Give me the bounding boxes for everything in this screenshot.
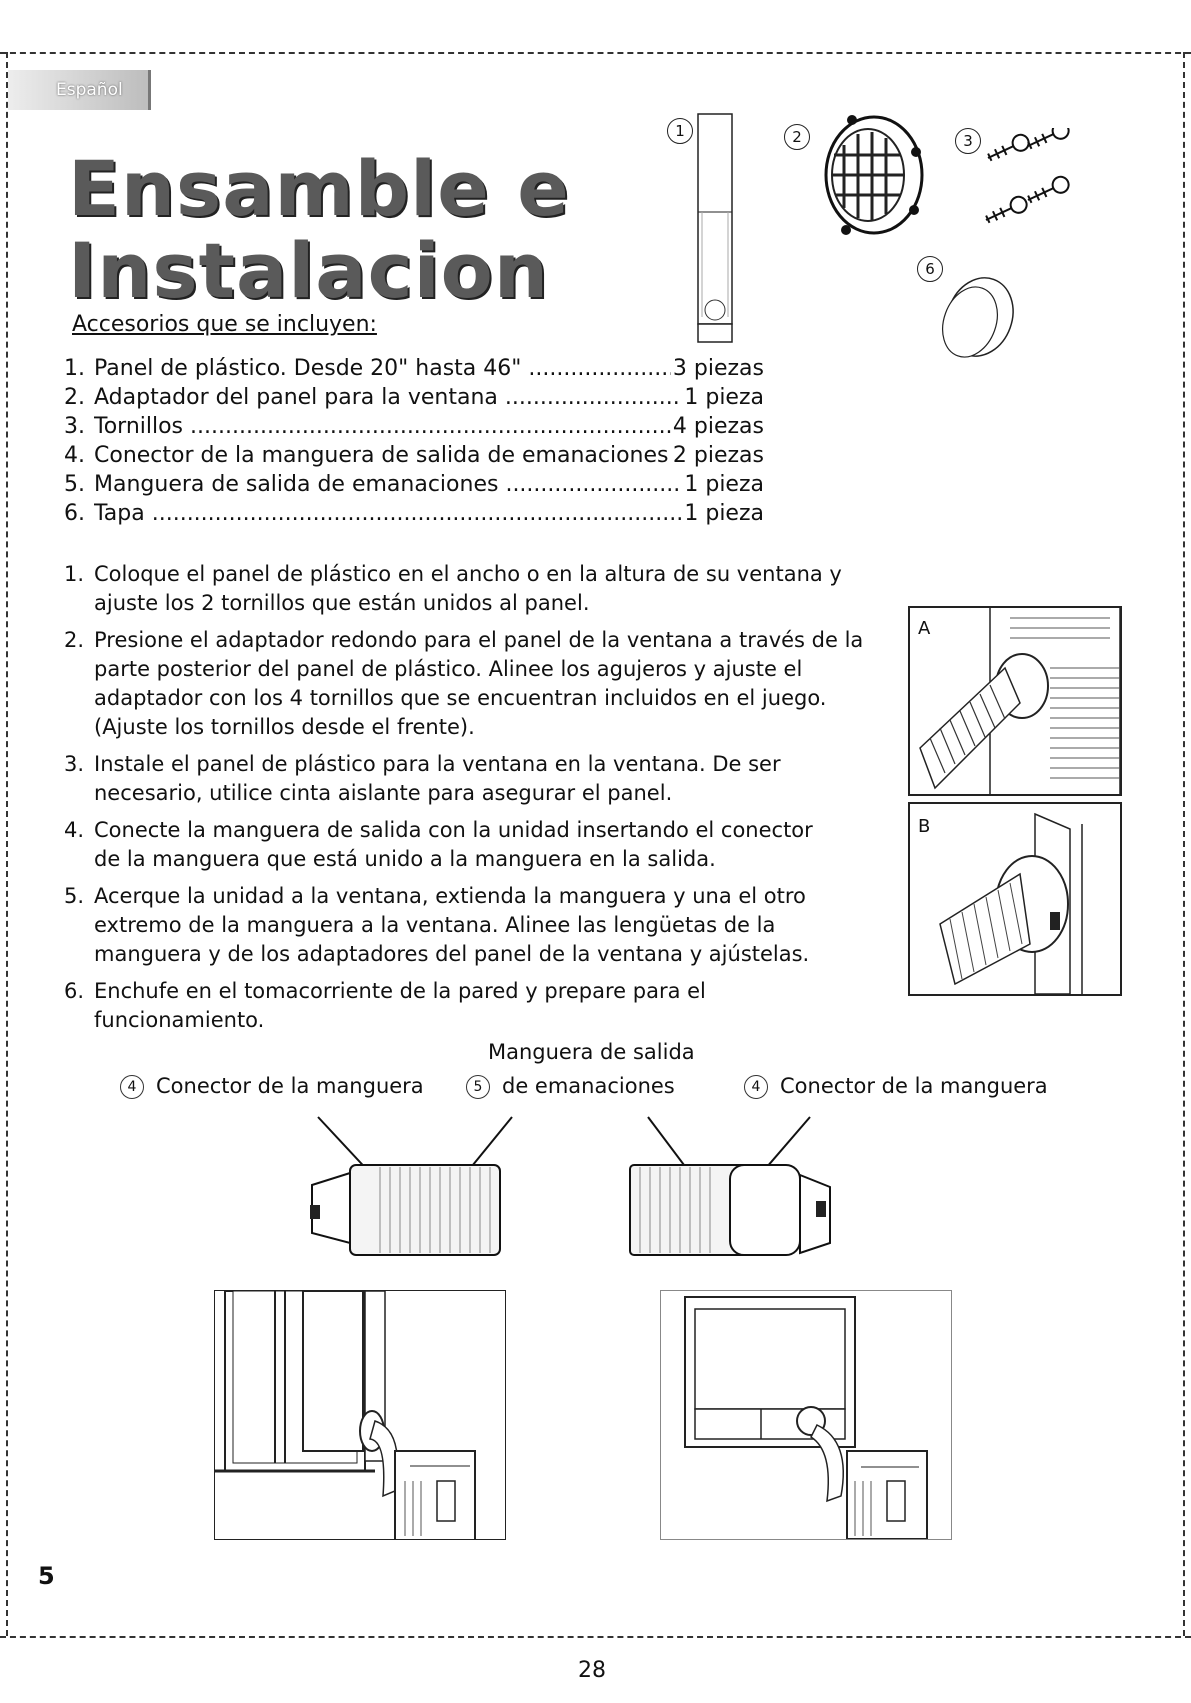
left-connector-text: Conector de la manguera xyxy=(156,1074,424,1098)
casement-window-drawing xyxy=(661,1291,951,1539)
step-number: 4. xyxy=(64,818,85,842)
item-name: Tornillos ..... xyxy=(94,412,671,441)
window-adapter-illustration xyxy=(818,110,930,240)
hose-label-line-1: Manguera de salida xyxy=(488,1040,695,1064)
step-number: 1. xyxy=(64,562,85,586)
part-marker-2: 2 xyxy=(784,124,810,150)
part-marker-1: 1 xyxy=(667,118,693,144)
figure-a-label: A xyxy=(918,618,931,639)
right-connector-label xyxy=(744,1074,1048,1099)
page-border-bottom xyxy=(0,1636,1191,1638)
item-name: Conector de la manguera de salida de emanaciones ..... xyxy=(94,441,671,470)
accessory-item xyxy=(64,354,764,383)
item-quantity: 1 pieza xyxy=(684,385,764,410)
item-quantity: 3 piezas xyxy=(672,356,764,381)
figure-a xyxy=(908,606,1122,796)
plastic-panel-illustration xyxy=(690,112,740,357)
sliding-window-drawing xyxy=(215,1291,505,1539)
step-text: Conecte la manguera de salida con la unidad insertando el conector de la manguera que está unido a la manguera en la salida. xyxy=(94,818,813,871)
step-text: Presione el adaptador redondo para el panel de la ventana a través de la parte posterior del panel de plástico. Alinee los agujeros y ajuste el adaptador con los 4 tornillos que se encuentran incluidos en el juego. (Ajuste los tornillos desde el frente). xyxy=(94,628,864,739)
step-text: Enchufe en el tomacorriente de la pared y prepare para el funcionamiento. xyxy=(94,979,706,1032)
right-connector-text: Conector de la manguera xyxy=(780,1074,1048,1098)
section-number: 5 xyxy=(38,1562,55,1590)
item-name: Manguera de salida de emanaciones ..... xyxy=(94,470,682,499)
language-tab xyxy=(8,70,151,110)
screws-illustration xyxy=(980,128,1092,240)
step-number: 3. xyxy=(64,752,85,776)
item-quantity: 2 piezas xyxy=(672,443,764,468)
hose-label xyxy=(466,1074,675,1099)
step-number: 5. xyxy=(64,884,85,908)
accessory-item xyxy=(64,441,764,470)
step-text: Coloque el panel de plástico en el ancho o en la altura de su ventana y ajuste los 2 tornillos que están unidos al panel. xyxy=(94,562,842,615)
item-number: 5. xyxy=(64,472,85,497)
title-line-1: Ensamble e xyxy=(68,144,570,233)
part-marker-3: 3 xyxy=(955,128,981,154)
left-connector-label xyxy=(120,1074,424,1099)
step-item xyxy=(64,816,824,874)
installation-steps xyxy=(64,560,864,1043)
hose-label-line-2: de emanaciones xyxy=(502,1074,675,1098)
item-quantity: 4 piezas xyxy=(672,414,764,439)
accessory-item xyxy=(64,499,764,528)
title-line-2: Instalacion xyxy=(68,226,549,315)
step-number: 6. xyxy=(64,979,85,1003)
cap-illustration xyxy=(940,272,1020,362)
part-marker-4-right: 4 xyxy=(744,1075,768,1099)
item-number: 2. xyxy=(64,385,85,410)
step-item xyxy=(64,977,724,1035)
part-marker-5: 5 xyxy=(466,1075,490,1099)
step-item xyxy=(64,882,824,969)
item-quantity: 1 pieza xyxy=(684,472,764,497)
step-number: 2. xyxy=(64,628,85,652)
language-label: Español xyxy=(56,80,123,100)
accessory-item xyxy=(64,470,764,499)
item-name: Tapa ..... xyxy=(94,499,682,528)
part-marker-6: 6 xyxy=(917,256,943,282)
step-text: Instale el panel de plástico para la ventana en la ventana. De ser necesario, utilice cinta aislante para asegurar el panel. xyxy=(94,752,781,805)
figure-b-hose-to-window-illustration xyxy=(910,804,1120,994)
item-name: Panel de plástico. Desde 20" hasta 46" ..... xyxy=(94,354,671,383)
exhaust-hose-illustration xyxy=(290,1105,850,1265)
page-number: 28 xyxy=(578,1658,606,1683)
accessories-list xyxy=(64,354,764,528)
page-border-top xyxy=(0,52,1191,54)
step-item xyxy=(64,750,824,808)
accessories-heading: Accesorios que se incluyen: xyxy=(72,312,377,337)
item-number: 3. xyxy=(64,414,85,439)
step-item xyxy=(64,626,864,742)
figure-b-label: B xyxy=(918,816,931,837)
item-quantity: 1 pieza xyxy=(684,501,764,526)
page-border-right xyxy=(1183,52,1185,1636)
page-border-left xyxy=(6,52,8,1636)
item-number: 4. xyxy=(64,443,85,468)
step-text: Acerque la unidad a la ventana, extienda la manguera y una el otro extremo de la manguera a la ventana. Alinee las lengüetas de la manguera y de los adaptadores del panel de la ventana y ajústelas. xyxy=(94,884,810,966)
part-marker-4-left: 4 xyxy=(120,1075,144,1099)
casement-window-installation-illustration xyxy=(660,1290,952,1540)
item-number: 6. xyxy=(64,501,85,526)
item-number: 1. xyxy=(64,356,85,381)
sliding-window-installation-illustration xyxy=(214,1290,506,1540)
accessory-item xyxy=(64,383,764,412)
accessory-item xyxy=(64,412,764,441)
figure-b xyxy=(908,802,1122,996)
item-name: Adaptador del panel para la ventana ..... xyxy=(94,383,682,412)
figure-a-hose-to-unit-illustration xyxy=(910,608,1120,794)
page-title xyxy=(68,144,570,315)
step-item xyxy=(64,560,864,618)
